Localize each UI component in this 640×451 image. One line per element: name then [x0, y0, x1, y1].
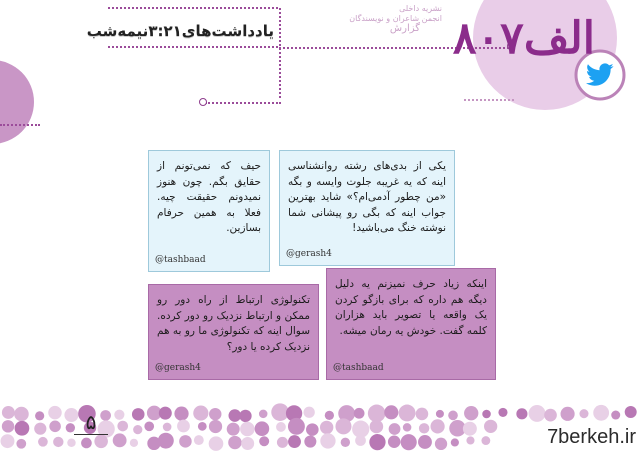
decorative-dot	[466, 436, 474, 444]
page-title: یادداشت‌های۳:۲۱نیمه‌شب	[86, 22, 274, 40]
tweet-handle: @gerash4	[155, 363, 201, 373]
decorative-dot	[198, 422, 207, 431]
tweet-text: حیف که نمی‌تونم از حقایق بگم. چون هنوز نمیدونم حقیقت چیه. فعلا به همین حرفام بسازین.	[157, 160, 261, 234]
decorative-dot	[401, 434, 417, 450]
tweet-text: یکی از بدی‌های رشته روانشناسی اینه که یه غریبه جلوت وایسه و بگه «من چطور آدمی‌ام؟» شاید بهترین جواب اینه که بگی رو پیشانی شما نوشته خنگ می‌باشید!	[288, 160, 446, 234]
decorative-dot	[341, 438, 350, 447]
decorative-dot	[276, 422, 286, 432]
publication-line-1: نشریه داخلی	[399, 4, 442, 13]
title-frame-right	[279, 8, 281, 46]
decorative-dot	[16, 439, 26, 449]
decorative-dot	[239, 410, 251, 422]
decorative-dot	[158, 433, 174, 449]
publication-line-2: انجمن شاعران و نویسندگان	[349, 14, 442, 23]
decorative-dot	[435, 438, 447, 450]
line-node	[199, 98, 207, 106]
decorative-dot	[229, 409, 242, 422]
title-frame-top	[108, 7, 278, 9]
publication-line-3: گزارش	[389, 23, 420, 34]
decorative-dot	[368, 405, 386, 423]
magazine-logo: الف۸۰۷	[452, 13, 595, 64]
decorative-dot	[193, 405, 208, 420]
decorative-dot	[611, 411, 620, 420]
decorative-dot	[325, 411, 334, 420]
decorative-dot	[430, 419, 444, 433]
decorative-dot	[194, 435, 204, 445]
decorative-dot	[516, 408, 527, 419]
decorative-dot	[132, 408, 145, 421]
decorative-dot	[484, 420, 497, 433]
decorative-dot	[48, 406, 61, 419]
decorative-dot	[579, 409, 588, 418]
decorative-dot	[369, 434, 385, 450]
decorative-dot	[436, 410, 444, 418]
decorative-dot	[241, 437, 254, 450]
decorative-dot	[625, 406, 637, 418]
decorative-dot	[130, 439, 138, 447]
left-line	[0, 124, 40, 126]
title-frame-bottom	[108, 46, 278, 48]
decorative-dot	[370, 420, 384, 434]
tweet-card	[148, 150, 270, 272]
header-line-left	[205, 102, 281, 104]
decorative-dot	[209, 420, 222, 433]
decorative-dot	[255, 421, 270, 436]
tweet-handle: @tashbaad	[333, 363, 384, 373]
decorative-dot	[53, 437, 63, 447]
decorative-dot	[1, 434, 15, 448]
decorative-dot	[34, 423, 46, 435]
tweet-handle: @gerash4	[286, 249, 332, 259]
decorative-dot	[448, 411, 458, 421]
decorative-dot	[320, 433, 335, 448]
decorative-dot	[35, 411, 44, 420]
decorative-dot	[482, 410, 491, 419]
decorative-dot	[464, 406, 478, 420]
decorative-dot	[15, 421, 30, 436]
decorative-dot	[463, 422, 477, 436]
decorative-dot	[418, 435, 432, 449]
decorative-dot	[227, 423, 240, 436]
decorative-dot	[114, 410, 124, 420]
decorative-dot	[388, 436, 400, 448]
logo-underline	[464, 99, 514, 101]
decorative-dot	[277, 437, 288, 448]
decorative-dot	[419, 423, 429, 433]
decorative-dot	[174, 406, 188, 420]
decorative-dot	[544, 409, 557, 422]
decorative-dot	[228, 436, 241, 449]
decorative-dot	[593, 405, 609, 421]
decorative-dot	[2, 420, 14, 432]
decorative-dot	[335, 418, 351, 434]
twitter-bird-icon	[586, 63, 614, 87]
decorative-dot	[259, 410, 268, 419]
decorative-dot	[64, 408, 78, 422]
decorative-dot	[288, 418, 305, 435]
decorative-dot	[94, 435, 108, 449]
decorative-dot	[320, 421, 333, 434]
header-line-down	[279, 48, 281, 98]
decorative-dot	[209, 408, 221, 420]
decorative-dot	[451, 438, 459, 446]
tweet-text: اینکه زیاد حرف نمیزنم یه دلیل دیگه هم داره که برای بازگو کردن یک واقعه یا تصویر باید هزاران کلمه گفت. خودش یه رمان میشه.	[335, 278, 487, 337]
decorative-dot	[304, 436, 316, 448]
decorative-dot	[529, 405, 546, 422]
decorative-dot	[416, 408, 429, 421]
decorative-dot	[288, 435, 301, 448]
decorative-dot	[209, 436, 224, 451]
decorative-dot	[399, 405, 416, 422]
decorative-dot	[355, 435, 366, 446]
decorative-dot	[67, 438, 75, 446]
decorative-dot	[66, 423, 75, 432]
decorative-dot	[306, 423, 319, 436]
decorative-dot	[259, 436, 269, 446]
decorative-dot	[2, 406, 15, 419]
decorative-dot	[133, 425, 142, 434]
tweet-card	[148, 284, 319, 380]
site-url: 7berkeh.ir	[547, 426, 636, 448]
page-number-underline	[74, 434, 108, 435]
decorative-dot	[117, 421, 128, 432]
tweet-handle: @tashbaad	[155, 255, 206, 265]
decorative-dot	[389, 423, 401, 435]
left-half-circle	[0, 60, 34, 144]
decorative-dot	[49, 421, 61, 433]
tweet-card	[279, 150, 455, 266]
decorative-dot	[177, 420, 190, 433]
decorative-dot	[163, 423, 172, 432]
decorative-dot	[498, 408, 507, 417]
decorative-dot	[304, 407, 315, 418]
tweet-card	[326, 268, 496, 380]
decorative-dot	[561, 407, 575, 421]
decorative-dot	[403, 423, 412, 432]
decorative-dot	[481, 436, 490, 445]
decorative-dot	[144, 421, 154, 431]
decorative-dot	[159, 407, 172, 420]
decorative-dot	[354, 408, 365, 419]
decorative-dot	[240, 422, 255, 437]
decorative-dot	[38, 437, 48, 447]
decorative-dot	[384, 405, 398, 419]
page-number: ۵	[85, 410, 97, 434]
decorative-dot	[81, 438, 92, 449]
decorative-dot	[179, 435, 192, 448]
decorative-dot	[14, 407, 29, 422]
decorative-dot	[113, 433, 127, 447]
tweet-text: تکنولوژی ارتباط از راه دور رو ممکن و ارتباط نزدیک رو دور کرده. سوال اینه که تکنولوژی ما رو به هم نزدیک کرده یا دور؟	[157, 294, 310, 353]
